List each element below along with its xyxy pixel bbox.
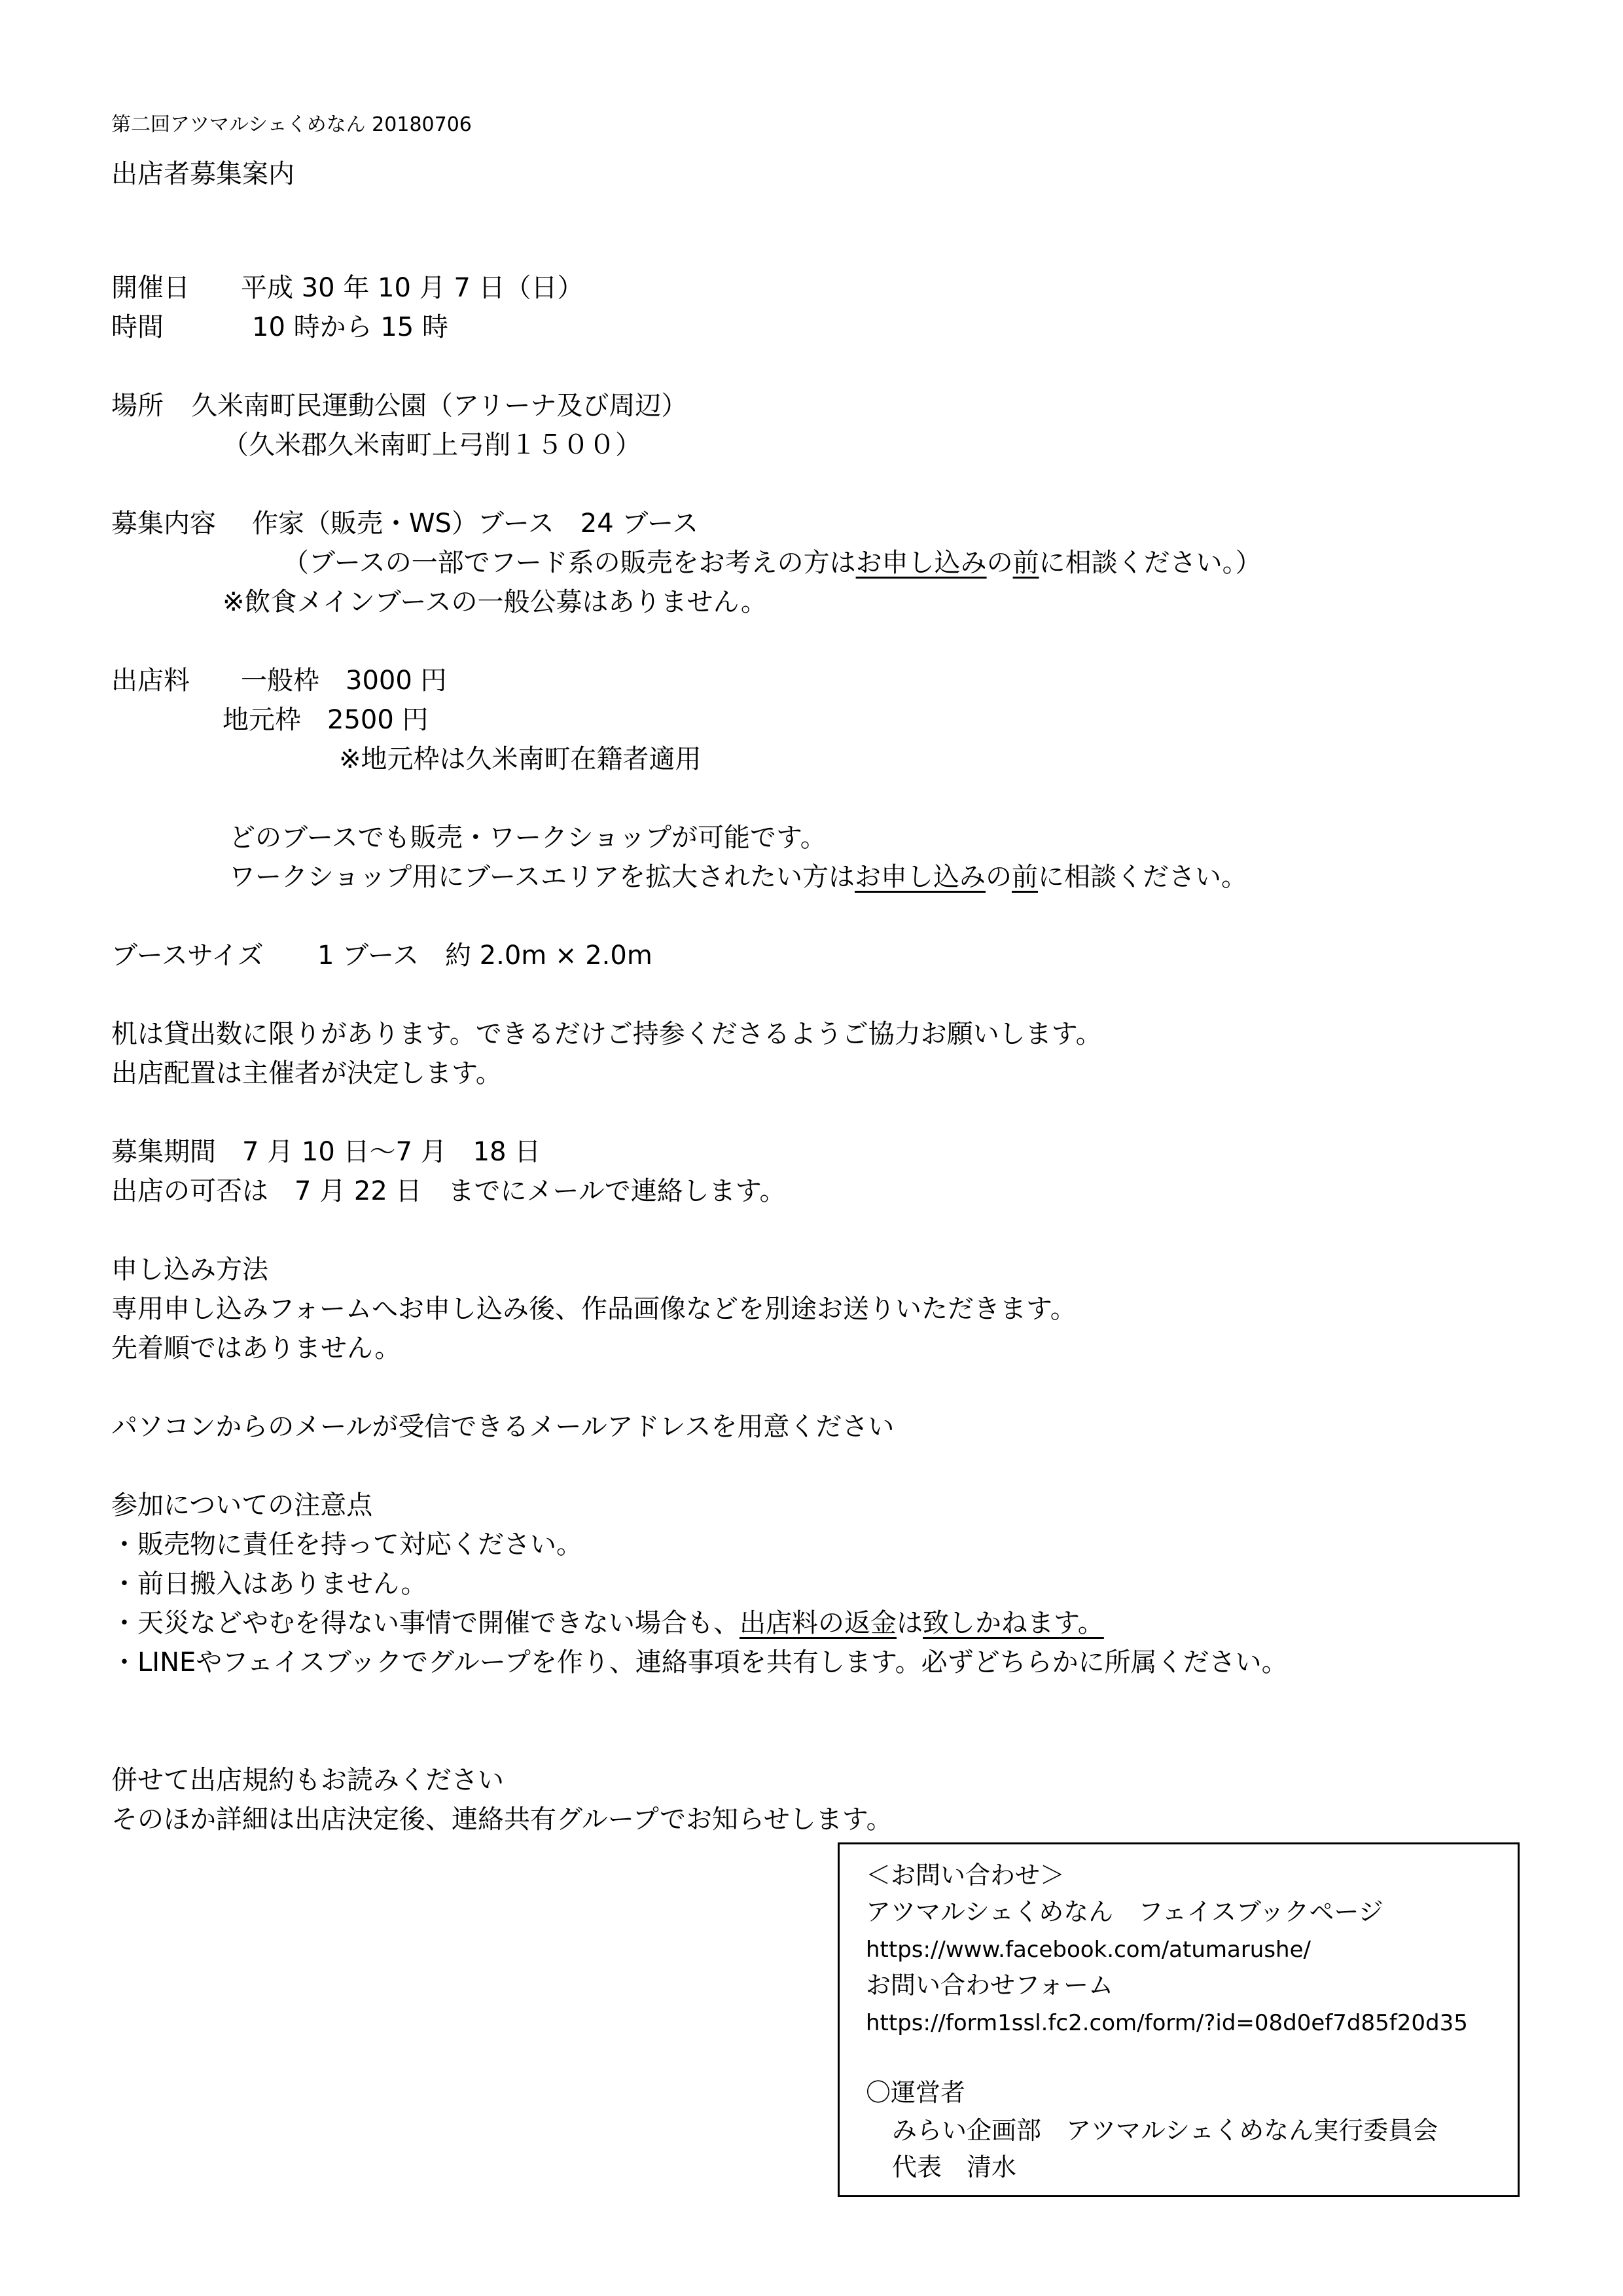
- desk-note: 机は貸出数に限りがあります。できるだけご持参くださるようご協力お願いします。: [111, 1019, 1102, 1049]
- date-label: 開催日: [111, 273, 190, 303]
- form-label: お問い合わせフォーム: [866, 1971, 1114, 2000]
- time-value: 10 時から 15 時: [252, 312, 448, 342]
- recruit-note-food: ※飲食メインブースの一般公募はありません。: [223, 587, 767, 617]
- fee-local-note: ※地元枠は久米南町在籍者適用: [339, 744, 702, 774]
- caution-item-1: ・販売物に責任を持って対応ください。: [111, 1530, 582, 1560]
- caution-item-4: ・LINEやフェイスブックでグループを作り、連絡事項を共有します。必ずどちらかに所属ください。: [111, 1647, 1288, 1677]
- caution-item-2: ・前日搬入はありません。: [111, 1569, 427, 1599]
- recruit-period: 募集期間 7 月 10 日～7 月 18 日: [111, 1137, 541, 1167]
- layout-note: 出店配置は主催者が決定します。: [111, 1058, 502, 1088]
- facebook-label: アツマルシェくめなん フェイスブックページ: [866, 1897, 1383, 1926]
- apply-line-1: 専用申し込みフォームへお申し込み後、作品画像などを別途お送りいただきます。: [111, 1294, 1077, 1324]
- booth-size-label: ブースサイズ: [111, 941, 264, 971]
- operator-name: みらい企画部 アツマルシェくめなん実行委員会: [892, 2116, 1438, 2145]
- details-note: そのほか詳細は出店決定後、連絡共有グループでお知らせします。: [111, 1804, 893, 1835]
- time-label: 時間: [111, 312, 164, 342]
- booth-size-value: 1 ブース 約 2.0m × 2.0m: [317, 941, 652, 971]
- venue-address: （久米郡久米南町上弓削１５００）: [223, 430, 641, 460]
- caution-item-3: ・天災などやむを得ない事情で開催できない場合も、出店料の返金は致しかねます。: [111, 1608, 1104, 1638]
- contact-box: [838, 1842, 1520, 2197]
- fee-label: 出店料: [111, 666, 190, 696]
- apply-line-2: 先着順ではありません。: [111, 1333, 401, 1363]
- operator-heading: 〇運営者: [866, 2078, 966, 2107]
- recruit-content: 作家（販売・WS）ブース 24 ブース: [252, 509, 699, 539]
- date-value: 平成 30 年 10 月 7 日（日）: [241, 273, 584, 303]
- facebook-url: https://www.facebook.com/atumarushe/: [866, 1937, 1311, 1963]
- fee-local: 地元枠 2500 円: [223, 705, 429, 735]
- email-note: パソコンからのメールが受信できるメールアドレスを用意ください: [111, 1412, 895, 1442]
- recruit-label: 募集内容: [111, 509, 216, 539]
- representative: 代表 清水: [892, 2153, 1017, 2181]
- contact-heading: ＜お問い合わせ＞: [866, 1861, 1065, 1890]
- venue-label: 場所: [111, 391, 164, 421]
- result-notice: 出店の可否は 7 月 22 日 までにメールで連絡します。: [111, 1176, 786, 1206]
- page-title: 出店者募集案内: [111, 159, 294, 189]
- recruit-note: （ブースの一部でフード系の販売をお考えの方はお申し込みの前に相談ください。）: [283, 548, 1262, 578]
- form-url: https://form1ssl.fc2.com/form/?id=08d0ef7d85f20d35: [866, 2010, 1468, 2036]
- caution-heading: 参加についての注意点: [111, 1490, 373, 1520]
- document-id: 第二回アツマルシェくめなん 20180706: [111, 113, 472, 136]
- apply-heading: 申し込み方法: [111, 1255, 268, 1285]
- venue-name: 久米南町民運動公園（アリーナ及び周辺）: [191, 391, 688, 421]
- booth-expand-note: ワークショップ用にブースエリアを拡大されたい方はお申し込みの前に相談ください。: [229, 862, 1247, 892]
- rules-note: 併せて出店規約もお読みください: [111, 1765, 504, 1795]
- booth-usage-note: どのブースでも販売・ワークショップが可能です。: [229, 823, 827, 853]
- fee-general: 一般枠 3000 円: [241, 666, 447, 696]
